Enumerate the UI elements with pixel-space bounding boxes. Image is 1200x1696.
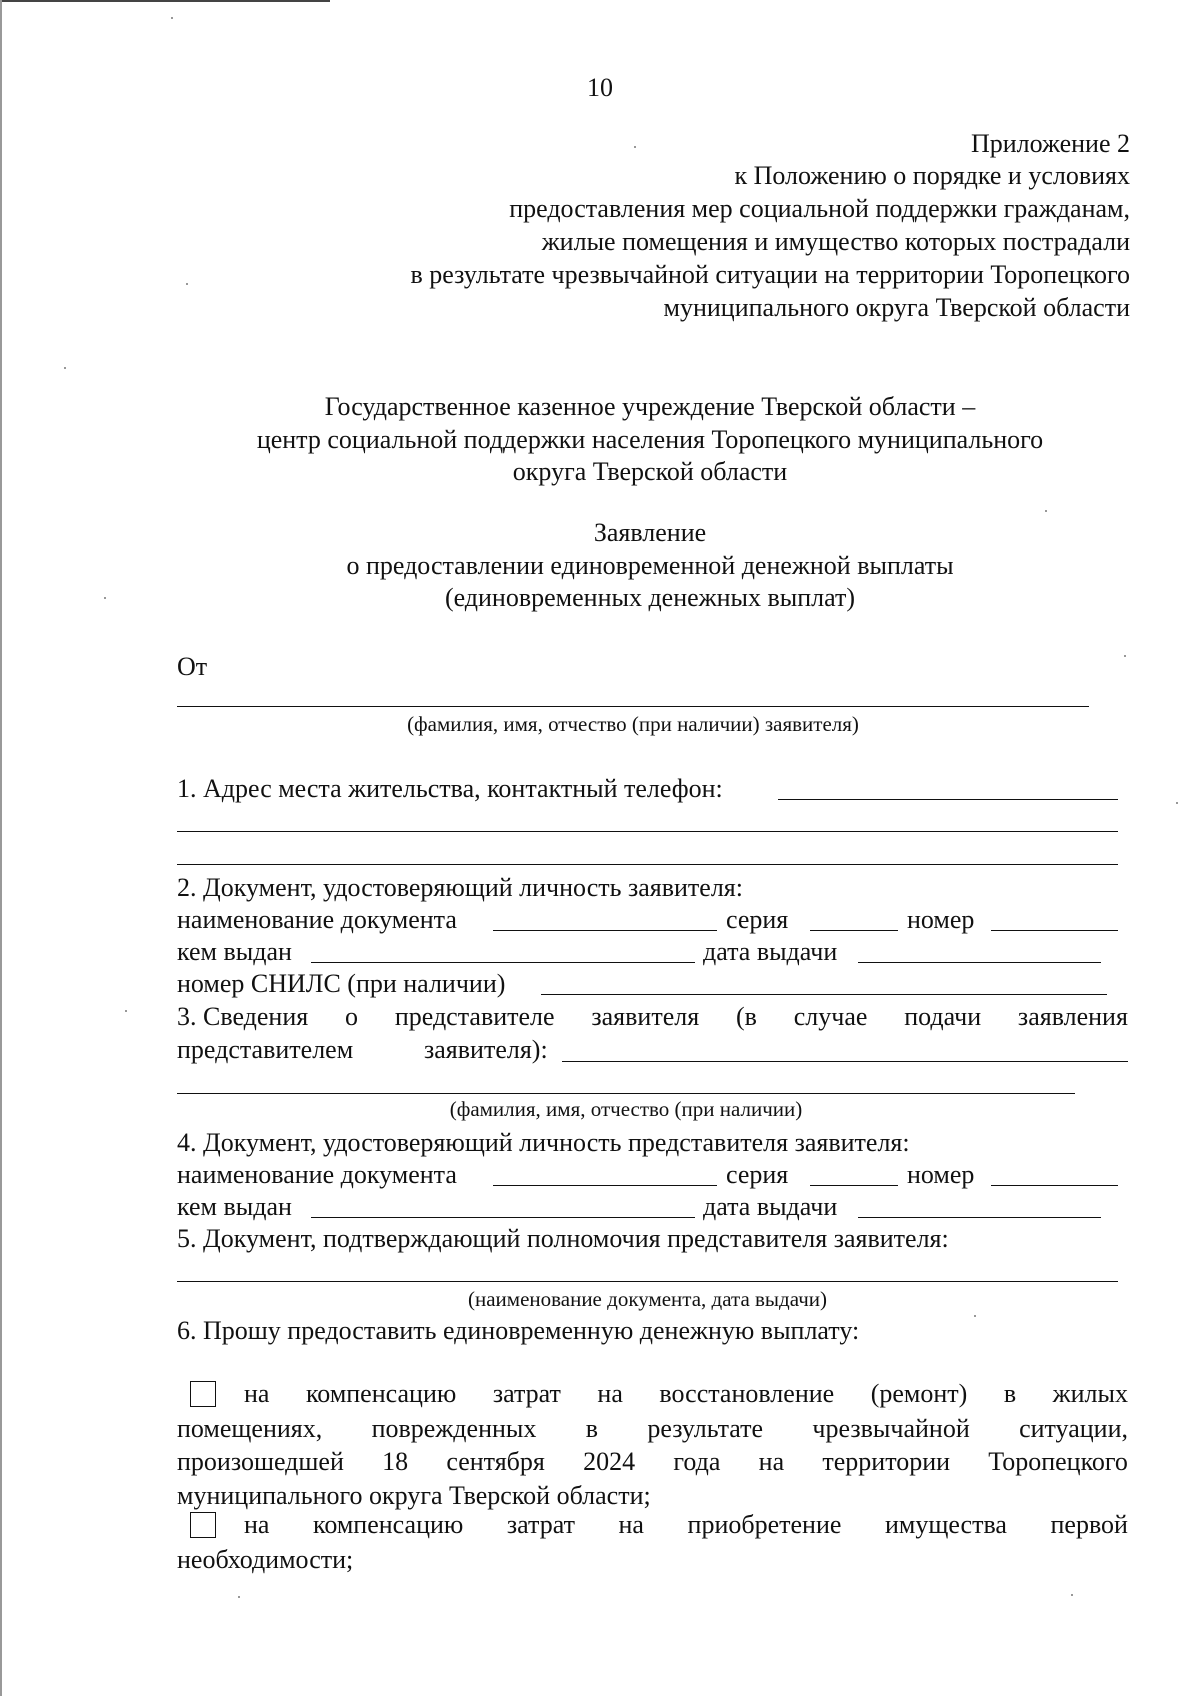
address-field-line-2[interactable] [177, 831, 1118, 832]
appendix-line: жилые помещения и имущество которых пострадали [541, 227, 1130, 256]
section-3-word: 3. Сведения [177, 1002, 309, 1031]
option-1-word: 2024 [583, 1447, 636, 1476]
option-1-word: сентября [446, 1447, 545, 1476]
scan-speck [104, 597, 106, 599]
section-4-label: 4. Документ, удостоверяющий личность представителя заявителя: [177, 1128, 910, 1157]
option-1-word: компенсацию [306, 1379, 457, 1408]
scan-edge-left [0, 0, 2, 1696]
option-1-word: чрезвычайной [812, 1414, 970, 1443]
rep-issue-date-field[interactable] [858, 1217, 1101, 1218]
scan-speck [1045, 510, 1047, 512]
option-2-word: приобретение [687, 1510, 842, 1539]
issued-by-field[interactable] [311, 962, 695, 963]
rep-doc-name-label: наименование документа [177, 1160, 457, 1189]
option-2-word: компенсацию [313, 1510, 464, 1539]
option-1-line-4: муниципального округа Тверской области; [177, 1481, 651, 1510]
section-2-label: 2. Документ, удостоверяющий личность заявителя: [177, 873, 743, 902]
address-field-line-3[interactable] [177, 864, 1118, 865]
section-3-word: случае [793, 1002, 868, 1031]
address-field[interactable] [778, 799, 1118, 800]
option-2-word: первой [1050, 1510, 1128, 1539]
section-3-label [177, 1001, 1128, 1033]
rep-number-field[interactable] [991, 1185, 1118, 1186]
option-1-line-2 [177, 1413, 1128, 1445]
series-field[interactable] [810, 930, 898, 931]
option-1-word: года [673, 1447, 721, 1476]
scan-speck [634, 146, 636, 148]
scan-speck [974, 1315, 976, 1317]
scan-speck [64, 367, 66, 369]
scan-speck [125, 1010, 127, 1012]
option-1-word: поврежденных [371, 1414, 537, 1443]
addressee-line: Государственное казенное учреждение Тверской области – [324, 392, 976, 421]
representative-field[interactable] [562, 1061, 1128, 1062]
option-1-word: результате [647, 1414, 764, 1443]
document-subtitle: о предоставлении единовременной денежной выплаты [346, 551, 954, 580]
option-1-word: 18 [382, 1447, 409, 1476]
page-number: 10 [587, 73, 613, 102]
option-1-line-1 [244, 1378, 1128, 1410]
section-6-label: 6. Прошу предоставить единовременную денежную выплату: [177, 1316, 860, 1345]
from-label: От [177, 652, 208, 681]
option-1-word: на [758, 1447, 785, 1476]
option-1-word: помещениях, [177, 1414, 323, 1443]
issued-by-label: кем выдан [177, 937, 292, 966]
section-3-word: заявителя [591, 1002, 700, 1031]
appendix-line: муниципального округа Тверской области [663, 293, 1130, 322]
issue-date-field[interactable] [858, 962, 1101, 963]
scan-speck [1124, 655, 1126, 657]
number-field[interactable] [991, 930, 1118, 931]
snils-field[interactable] [541, 994, 1107, 995]
section-3-word: представителе [394, 1002, 555, 1031]
section-3-label-2a: представителем [177, 1035, 354, 1064]
doc-name-label: наименование документа [177, 905, 457, 934]
section-5-label: 5. Документ, подтверждающий полномочия представителя заявителя: [177, 1224, 949, 1253]
option-1-word: в [1003, 1379, 1017, 1408]
scan-speck [171, 17, 173, 19]
rep-number-label: номер [907, 1160, 975, 1189]
series-label: серия [726, 905, 789, 934]
document-title: Заявление [593, 518, 707, 547]
authority-document-caption: (наименование документа, дата выдачи) [467, 1287, 827, 1311]
appendix-line: предоставления мер социальной поддержки гражданам, [509, 194, 1130, 223]
option-1-word: на [244, 1379, 270, 1408]
scan-speck [186, 283, 188, 285]
appendix-line: в результате чрезвычайной ситуации на территории Торопецкого [410, 260, 1130, 289]
section-1-label: 1. Адрес места жительства, контактный телефон: [177, 774, 723, 803]
appendix-line: к Положению о порядке и условиях [734, 161, 1130, 190]
document-subtitle: (единовременных денежных выплат) [444, 583, 856, 612]
option-1-word: восстановление [659, 1379, 835, 1408]
section-3-word: о [345, 1002, 359, 1031]
appendix-line: Приложение 2 [970, 129, 1130, 158]
rep-doc-name-field[interactable] [493, 1185, 717, 1186]
applicant-name-field[interactable] [177, 706, 1089, 707]
option-1-word: Торопецкого [988, 1447, 1128, 1476]
option-1-line-3 [177, 1446, 1128, 1478]
option-1-word: произошедшей [177, 1447, 344, 1476]
option-2-word: на [618, 1510, 644, 1539]
rep-issue-date-label: дата выдачи [703, 1192, 838, 1221]
section-3-word: заявления [1017, 1002, 1128, 1031]
option-2-word: затрат [506, 1510, 575, 1539]
option-1-word: затрат [492, 1379, 561, 1408]
addressee-line: центр социальной поддержки населения Торопецкого муниципального [256, 425, 1044, 454]
section-3-word: подачи [904, 1002, 982, 1031]
section-3-word: (в [735, 1002, 757, 1031]
rep-series-label: серия [726, 1160, 789, 1189]
option-1-word: ситуации, [1019, 1414, 1128, 1443]
scan-speck [1071, 1594, 1073, 1596]
scan-speck [1176, 802, 1178, 804]
option-2-line-2: необходимости; [177, 1545, 354, 1574]
representative-name-field[interactable] [177, 1093, 1075, 1094]
option-1-word: в [585, 1414, 598, 1443]
issue-date-label: дата выдачи [703, 937, 838, 966]
section-3-label-2b: заявителя): [424, 1035, 548, 1064]
scan-edge-top [0, 0, 330, 2]
rep-series-field[interactable] [810, 1185, 898, 1186]
option-2-line-1 [244, 1509, 1128, 1541]
representative-name-caption: (фамилия, имя, отчество (при наличии) [449, 1097, 803, 1121]
option-2-word: на [244, 1510, 270, 1539]
rep-issued-by-field[interactable] [311, 1217, 695, 1218]
addressee-line: округа Тверской области [512, 457, 788, 486]
option-1-word: жилых [1052, 1379, 1128, 1408]
rep-issued-by-label: кем выдан [177, 1192, 292, 1221]
scan-speck [238, 1596, 240, 1598]
doc-name-field[interactable] [493, 930, 717, 931]
option-2-word: имущества [884, 1510, 1007, 1539]
option-2-checkbox[interactable] [190, 1512, 216, 1538]
snils-label: номер СНИЛС (при наличии) [177, 969, 506, 998]
number-label: номер [907, 905, 975, 934]
option-1-checkbox[interactable] [190, 1381, 216, 1407]
option-1-word: территории [822, 1447, 951, 1476]
applicant-name-caption: (фамилия, имя, отчество (при наличии) заявителя) [407, 712, 859, 736]
option-1-word: на [597, 1379, 623, 1408]
authority-document-field[interactable] [177, 1281, 1118, 1282]
option-1-word: (ремонт) [870, 1379, 968, 1408]
